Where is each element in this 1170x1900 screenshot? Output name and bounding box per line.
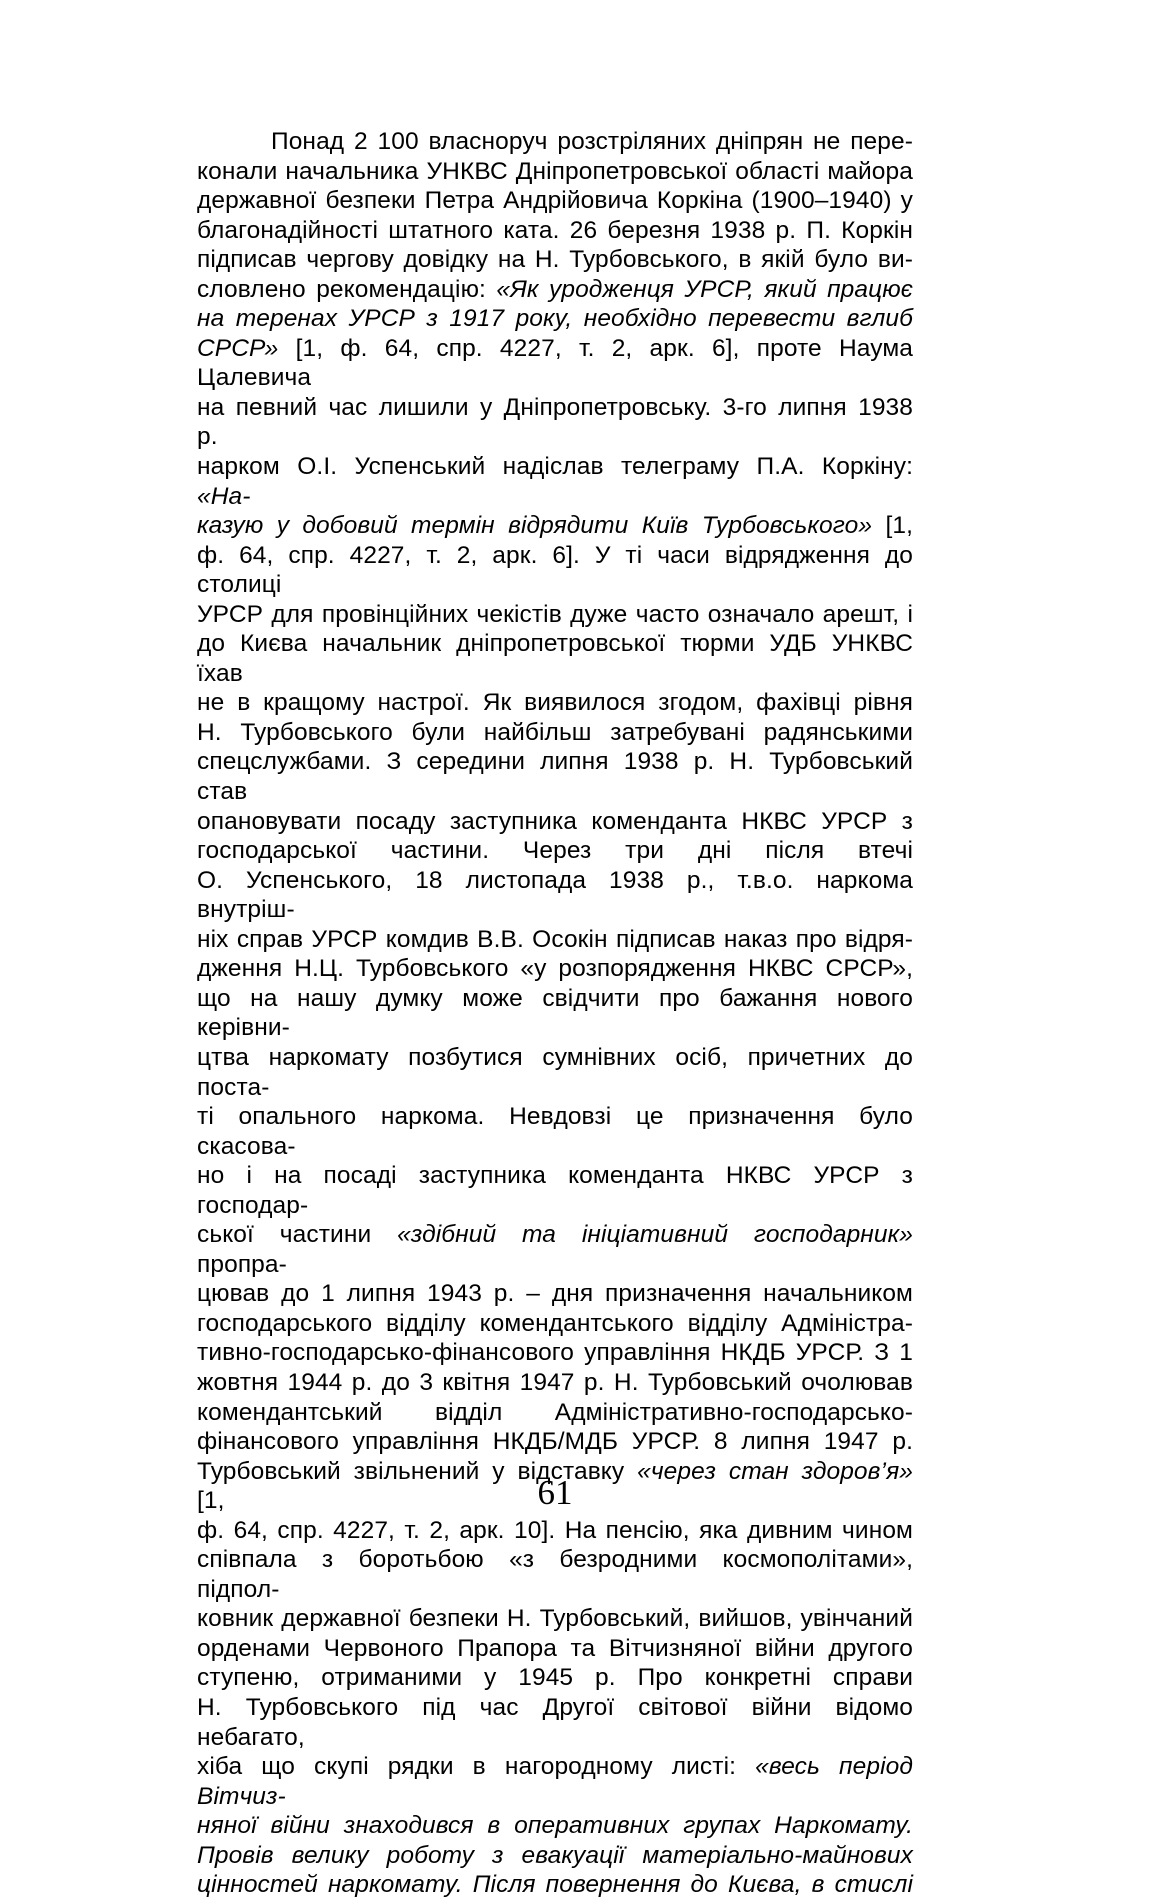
body-text-segment: конали начальника УНКВС Дніпропетровської області майора [197,157,913,185]
text-line [197,600,913,630]
italic-quote-text: «весь період Вітчиз- [197,1753,913,1810]
body-text-segment: жовтня 1944 р. до 3 квітня 1947 р. Н. Турбовський очолював [197,1368,913,1396]
text-line [197,275,913,305]
text-line [197,1398,913,1428]
body-text-segment: благонадійності штатного ката. 26 березня 1938 р. П. Коркін [197,216,913,244]
italic-quote-text: «На- [197,482,251,510]
body-text-segment: [1, [872,512,913,540]
text-line [197,541,913,600]
text-line [197,747,913,806]
text-line [197,807,913,837]
body-text-segment: підписав чергову довідку на Н. Турбовського, в якій було ви- [197,246,913,274]
body-text-segment: нарком О.І. Успенський надіслав телеграму П.А. Коркіну: [197,453,913,481]
text-line [197,718,913,748]
body-text-segment: до Києва начальник дніпропетровської тюрми УДБ УНКВС їхав [197,630,913,687]
text-line [197,1161,913,1220]
body-text-segment: цтва наркомату позбутися сумнівних осіб, причетних до поста- [197,1043,913,1101]
body-text-segment: Н. Турбовського під час Другої світової війни відомо небагато, [197,1693,913,1751]
body-text-segment: Н. Турбовського були найбільш затребувані радянськими [197,718,913,746]
body-text-segment: на певний час лишили у Дніпропетровську. 3-го липня 1938 р. [197,393,913,451]
italic-quote-text: Провів велику роботу з евакуації матеріально-майнових [197,1841,913,1869]
text-line [197,1220,913,1279]
body-text-segment: [1, [197,1487,225,1515]
text-line [197,1545,913,1604]
body-text-segment: пропра- [197,1250,287,1278]
text-line [197,157,913,187]
body-text-segment: ф. 64, спр. 4227, т. 2, арк. 6]. У ті часи відрядження до столиці [197,541,913,599]
italic-quote-text: казую у добовий термін відрядити Київ Турбовського» [197,512,873,540]
text-line [197,925,913,955]
text-line [197,1102,913,1161]
body-text-segment: ступеню, отриманими у 1945 р. Про конкретні справи [197,1664,913,1692]
text-line [197,1309,913,1339]
body-text-segment: дження Н.Ц. Турбовського «у розпорядження НКВС СРСР», [197,955,913,983]
text-line [197,629,913,688]
body-text-segment: опановувати посаду заступника коменданта НКВС УРСР з [197,807,913,835]
body-text-segment: Понад 2 100 власноруч розстріляних дніпрян не пере- [271,128,913,155]
body-text-segment: ф. 64, спр. 4227, т. 2, арк. 10]. На пенсію, яка дивним чином [197,1516,913,1544]
text-line [197,216,913,246]
body-text-segment: державної безпеки Петра Андрійовича Коркіна (1900–1940) у [197,187,913,215]
body-text-segment: орденами Червоного Прапора та Вітчизняної війни другого [197,1634,913,1662]
body-text-segment: комендантський відділ Адміністративно-господарсько- [197,1398,913,1426]
text-line [197,1338,913,1368]
text-line [197,304,913,334]
body-text-segment: господарської частини. Через три дні після втечі [197,837,913,865]
body-text-segment: Турбовський звільнений у відставку [197,1457,638,1485]
italic-quote-text: цінностей наркомату. Після повернення до Києва, в стислі [197,1871,913,1899]
body-text-segment: О. Успенського, 18 листопада 1938 р., т.в.о. наркома внутріш- [197,866,913,924]
text-line [197,245,913,275]
body-text [197,127,913,1900]
text-line [197,1516,913,1546]
page-number: 61 [537,1473,573,1512]
text-line [197,1870,913,1900]
body-text-segment: що на нашу думку може свідчити про бажання нового керівни- [197,984,913,1042]
body-text-segment: но і на посаді заступника коменданта НКВС УРСР з господар- [197,1162,913,1219]
body-text-segment: ніх справ УРСР комдив В.В. Осокін підписав наказ про відря- [197,925,913,953]
text-line [197,1663,913,1693]
text-line [197,186,913,216]
text-line [197,866,913,925]
body-text-segment: УРСР для провінційних чекістів дуже часто означало арешт, і [197,600,913,628]
body-text-segment: словлено рекомендацію: [197,275,497,303]
text-line [197,1427,913,1457]
italic-quote-text: СРСР» [197,334,279,362]
text-line [197,452,913,511]
body-text-segment: тивно-господарсько-фінансового управління НКДБ УРСР. З 1 [197,1339,913,1367]
body-text-segment: ті опального наркома. Невдовзі це призначення було скасова- [197,1103,913,1160]
body-text-segment: співпала з боротьбою «з безродними космополітами», підпол- [197,1546,913,1603]
text-line [197,334,913,393]
text-line [197,1279,913,1309]
text-line [197,954,913,984]
text-line [197,1841,913,1871]
text-line [197,984,913,1043]
text-line [197,688,913,718]
body-text-segment: ковник державної безпеки Н. Турбовський, вийшов, увінчаний [197,1605,913,1633]
text-line [197,1368,913,1398]
text-line [197,393,913,452]
text-line [197,836,913,866]
italic-quote-text: няної війни знаходився в оперативних групах Наркомату. [197,1812,913,1840]
body-text-segment: не в кращому настрої. Як виявилося згодом, фахівці рівня [197,689,913,717]
text-line [197,1693,913,1752]
italic-quote-text: «здібний та ініціативний господарник» [397,1221,913,1249]
text-line [197,1752,913,1811]
text-line [197,1811,913,1841]
text-line [197,1043,913,1102]
body-text-segment: ської частини [197,1221,398,1249]
body-text-segment: спецслужбами. З середини липня 1938 р. Н. Турбовський став [197,748,913,806]
italic-quote-text: «Як уродженця УРСР, який працює [496,275,913,303]
body-text-segment: господарського відділу комендантського відділу Адміністра- [197,1309,913,1337]
text-line [197,511,913,541]
text-line [197,1604,913,1634]
text-line [197,127,913,157]
italic-quote-text: на теренах УРСР з 1917 року, необхідно перевести вглиб [197,305,913,333]
body-text-segment: фінансового управління НКДБ/МДБ УРСР. 8 липня 1947 р. [197,1428,913,1456]
text-line [197,1634,913,1664]
body-text-segment: цював до 1 липня 1943 р. – дня призначення начальником [197,1280,913,1308]
italic-quote-text: «через стан здоров’я» [637,1457,913,1485]
body-text-segment: хіба що скупі рядки в нагородному листі: [197,1753,756,1781]
body-text-segment: [1, ф. 64, спр. 4227, т. 2, арк. 6], проте Наума Цалевича [197,334,913,392]
